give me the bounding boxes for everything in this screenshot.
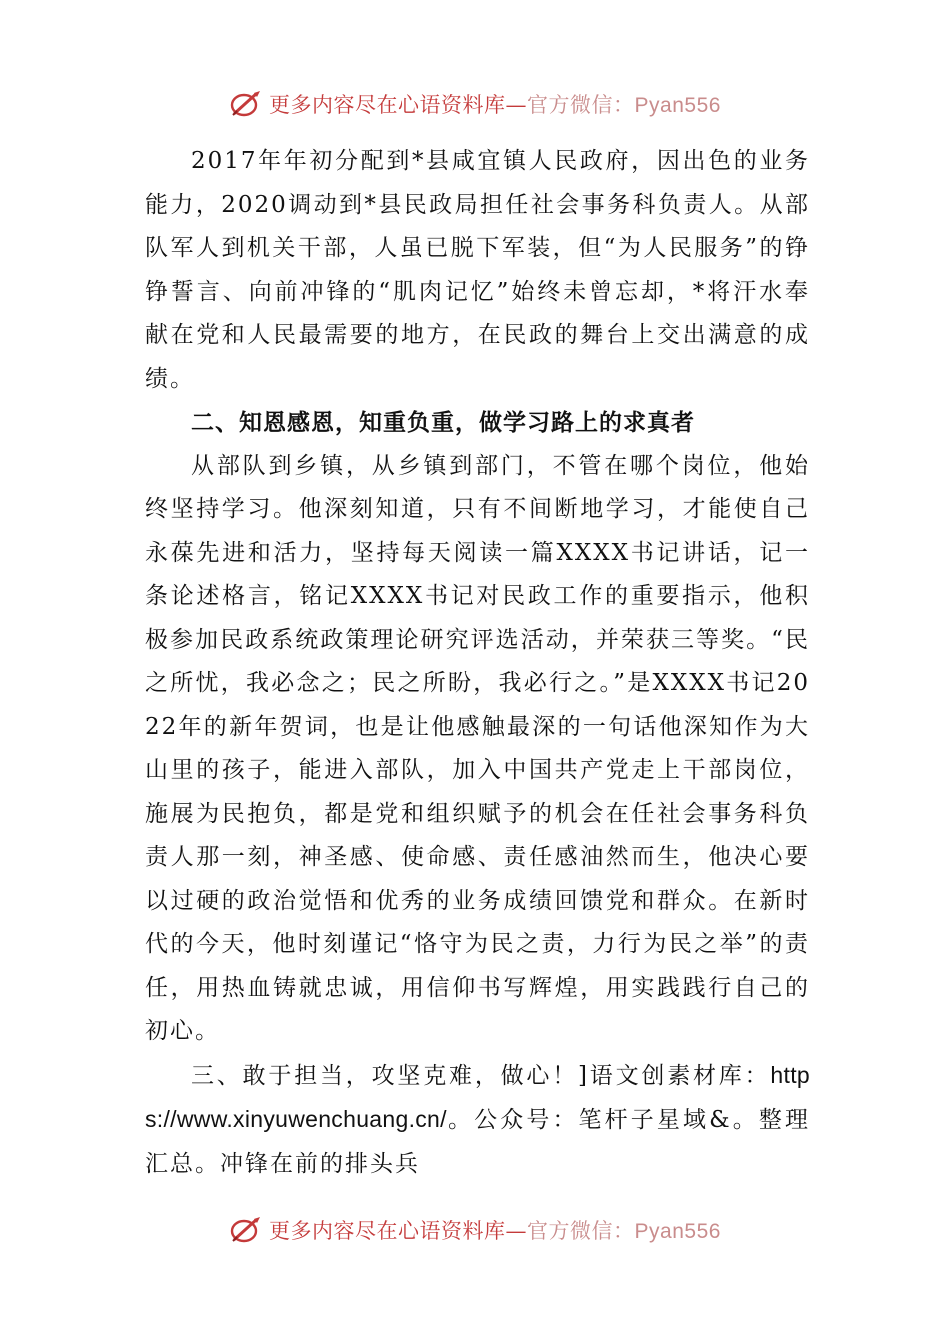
banner-official-label: 官方微信： bbox=[527, 1219, 635, 1243]
paragraph-3-tail: 。公众号：笔杆子星域&。整理汇总。冲锋在前的排头兵 bbox=[145, 1107, 810, 1177]
banner-dash: — bbox=[505, 1219, 528, 1243]
footer-banner bbox=[0, 1210, 950, 1250]
pen-circle-logo-icon bbox=[229, 89, 263, 119]
banner-main-text: 更多内容尽在心语资料库 bbox=[269, 1219, 506, 1243]
banner-text bbox=[269, 1215, 721, 1245]
pen-circle-logo-icon bbox=[229, 1215, 263, 1245]
banner-text bbox=[269, 89, 721, 119]
paragraph-3 bbox=[145, 1054, 810, 1187]
paragraph-2: 从部队到乡镇，从乡镇到部门，不管在哪个岗位，他始终坚持学习。他深刻知道，只有不间断地学习，才能使自己永葆先进和活力，坚持每天阅读一篇XXXX书记讲话，记一条论述格言，铭记XXXX书记对民政工作的重要指示，他积极参加民政系统政策理论研究评选活动，并荣获三等奖。“民之所忧，我必念之；民之所盼，我必行之。”是XXXX书记2022年的新年贺词，也是让他感触最深的一句话他深知作为大山里的孩子，能进入部队，加入中国共产党走上干部岗位，施展为民抱负，都是党和组织赋予的机会在任社会事务科负责人那一刻，神圣感、使命感、责任感油然而生，他决心要以过硬的政治觉悟和优秀的业务成绩回馈党和群众。在新时代的今天，他时刻谨记“恪守为民之责，力行为民之举”的责任，用热血铸就忠诚，用信仰书写辉煌，用实践践行自己的初心。 bbox=[145, 452, 810, 1044]
header-banner bbox=[0, 84, 950, 124]
section-heading-2: 二、知恩感恩，知重负重，做学习路上的求真者 bbox=[191, 409, 695, 436]
article-body bbox=[145, 140, 810, 1186]
banner-dash: — bbox=[505, 93, 528, 117]
site-url: https://www.xinyuwenchuang.cn/ bbox=[145, 1061, 810, 1132]
banner-official-label: 官方微信： bbox=[527, 93, 635, 117]
paragraph-1: 2017年年初分配到*县咸宜镇人民政府，因出色的业务能力，2020调动到*县民政局担任社会事务科负责人。从部队军人到机关干部，人虽已脱下军装，但“为人民服务”的铮铮誓言、向前冲锋的“肌肉记忆”始终未曾忘却，*将汗水奉献在党和人民最需要的地方，在民政的舞台上交出满意的成绩。 bbox=[145, 148, 810, 392]
banner-main-text: 更多内容尽在心语资料库 bbox=[269, 93, 506, 117]
paragraph-3-lead: 三、敢于担当，攻坚克难，做心！]语文创素材库： bbox=[191, 1062, 771, 1089]
banner-wechat-id: Pyan556 bbox=[634, 94, 721, 117]
banner-wechat-id: Pyan556 bbox=[634, 1220, 721, 1243]
